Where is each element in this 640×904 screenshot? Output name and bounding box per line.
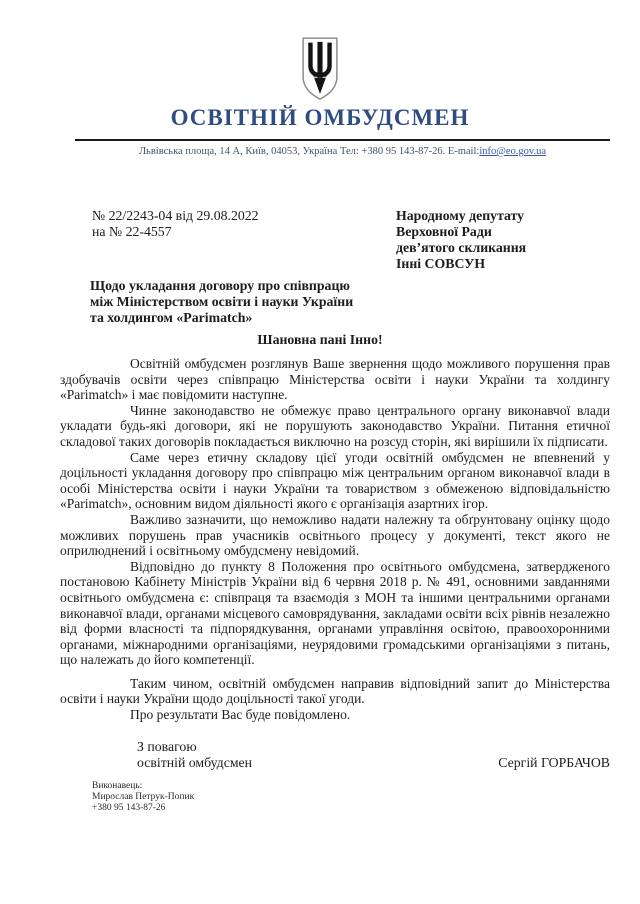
contact-line xyxy=(75,145,610,158)
closing-valediction: З повагою xyxy=(137,738,197,754)
subject-block xyxy=(90,278,380,326)
recipient-line: Інні СОВСУН xyxy=(396,256,486,271)
reference-recipient-row xyxy=(92,208,610,272)
signer-name: Сергій ГОРБАЧОВ xyxy=(498,754,610,770)
executor-block xyxy=(92,781,640,814)
executor-label: Виконавець: xyxy=(92,780,143,791)
body-paragraph: Таким чином, освітній омбудсмен направив відповідний запит до Міністерства освіти і науки України щодо доцільності такої угоди. xyxy=(60,675,610,707)
email-link[interactable]: info@eo.gov.ua xyxy=(479,146,547,157)
body-paragraph: Освітній омбудсмен розглянув Ваше звернення щодо можливого порушення прав здобувачів освіти через співпрацю Міністерства освіти і науки України та холдингу «Parimatch» і має повідомити наступне. xyxy=(60,356,610,403)
body-paragraph: Саме через етичну складову цієї угоди освітній омбудсмен не впевнений у доцільності укладання договору про співпрацю між центральним органом виконавчої влади в особі Міністерства освіти і науки України та товариством з обмеженою відповідальністю «Parimatch», основним видом діяльності якого є організація азартних ігор. xyxy=(60,449,610,512)
body-paragraph: Важливо зазначити, що неможливо надати належну та обґрунтовану оцінку щодо можливих порушень прав учасників освітнього процесу у документі, текст якого не оприлюднений і освітньому омбудсмену невідомий. xyxy=(60,511,610,559)
body-paragraph: Про результати Вас буде повідомлено. xyxy=(130,707,351,723)
letter-body xyxy=(60,356,610,723)
subject-line: та холдингом «Parimatch» xyxy=(90,310,253,325)
body-paragraph: Відповідно до пункту 8 Положення про освітнього омбудсмена, затвердженого постановою Кабінету Міністрів України від 6 червня 2018 р. № 491, основними завданнями освітнього омбудсмена є: співпраця та взаємодія з МОН та іншими центральними органами виконавчої влади, органами місцевого самоврядування, закладами освіти всіх рівнів незалежно від форми власності та підпорядкування, органами управління освітою, правоохоронними органами, міжнародними організаціями, неурядовими громадськими організаціями з питань, що належать до його компетенції. xyxy=(60,558,610,668)
recipient-line: Верховної Ради xyxy=(396,224,492,239)
signature-row xyxy=(137,755,610,771)
ref-number: № 22/2243-04 від 29.08.2022 xyxy=(92,208,259,223)
executor-phone: +380 95 143-87-26 xyxy=(92,802,166,813)
contact-text: Львівська площа, 14 А, Київ, 04053, Україна Тел: +380 95 143-87-26. E-mail: xyxy=(138,146,480,157)
subject-line: між Міністерством освіти і науки України xyxy=(90,294,354,309)
recipient-line: дев’ятого скликання xyxy=(396,240,527,255)
salutation: Шановна пані Інно! xyxy=(257,332,383,347)
signer-title: освітній омбудсмен xyxy=(137,754,253,770)
org-title: ОСВІТНІЙ ОМБУДСМЕН xyxy=(170,105,470,130)
recipient-block xyxy=(396,208,610,272)
executor-name: Мирослав Петрук-Попик xyxy=(92,791,195,802)
header-divider xyxy=(75,139,610,141)
subject-line: Щодо укладання договору про співпрацю xyxy=(90,278,350,293)
recipient-line: Народному депутату xyxy=(396,208,525,223)
ukraine-trident-icon xyxy=(297,36,343,102)
ref-reply: на № 22-4557 xyxy=(92,224,172,239)
closing-block xyxy=(137,739,610,771)
reference-block xyxy=(92,208,259,272)
body-paragraph: Чинне законодавство не обмежує право центрального органу виконавчої влади укладати будь-які договори, які не порушують законодавство України. Питання етичної складової таких договорів покладається виключно на розсуд сторін, які вирішили їх підписати. xyxy=(60,402,610,449)
